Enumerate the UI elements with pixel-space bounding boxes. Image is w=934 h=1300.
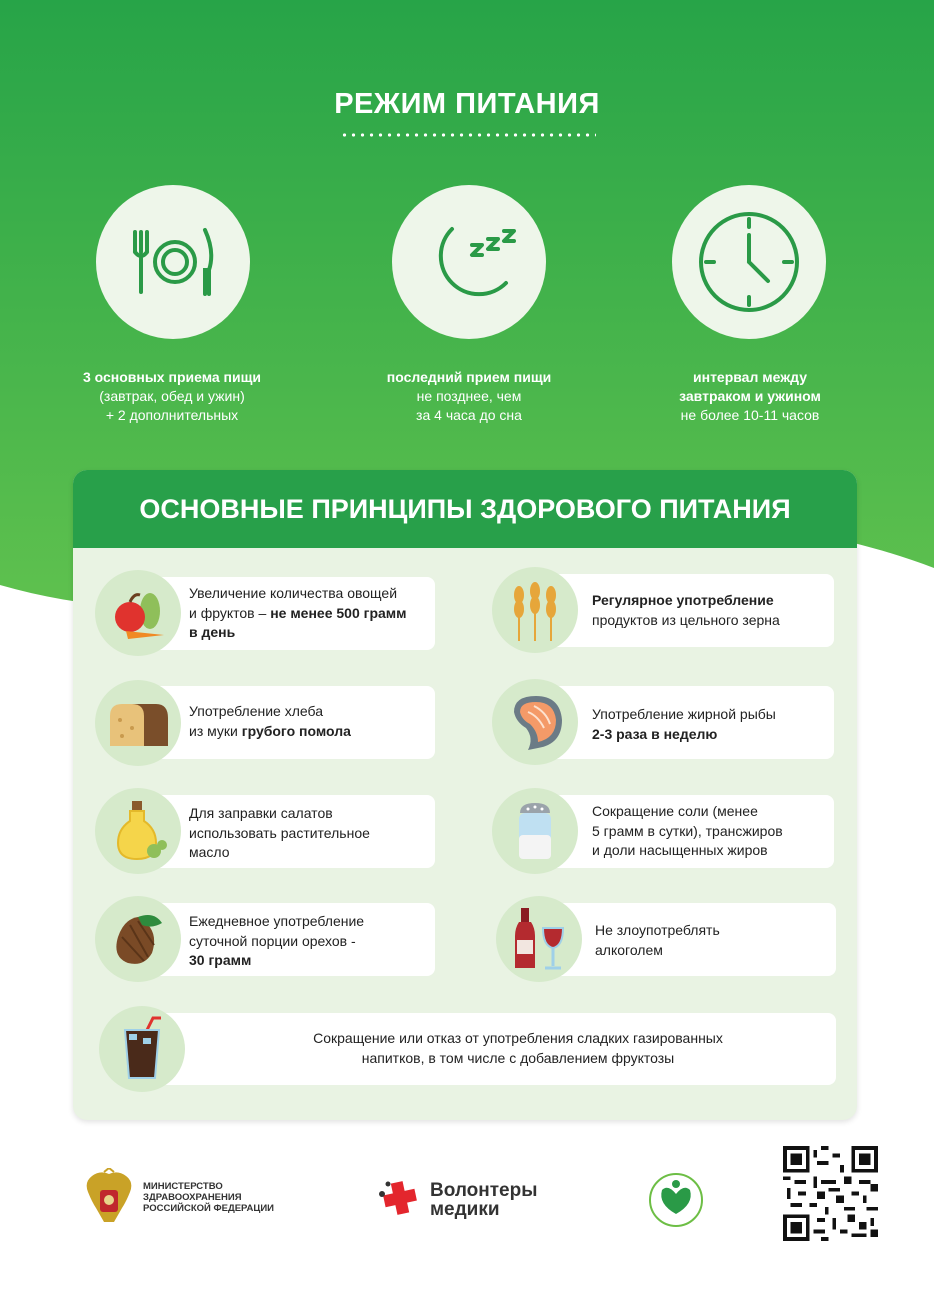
wheat-icon — [492, 567, 578, 653]
volunteers-name: Волонтеры медики — [430, 1180, 538, 1220]
clock-icon — [672, 185, 826, 339]
principle-text-nuts: Ежедневное употребление суточной порции орехов - 30 грамм — [189, 913, 365, 968]
wine-icon — [496, 896, 582, 982]
regime-text-meals: 3 основных приема пищи (завтрак, обед и ужин) + 2 дополнительных — [82, 369, 262, 423]
qr-code — [783, 1146, 878, 1241]
nut-icon — [95, 896, 181, 982]
principle-text-alcohol: Не злоупотреблять алкоголем — [595, 922, 720, 958]
oil-bottle-icon — [95, 788, 181, 874]
principle-text-bread: Употребление хлеба из муки грубого помола — [189, 703, 351, 739]
principle-text-oil: Для заправки салатов использовать растительное масло — [189, 805, 370, 860]
page-title: РЕЖИМ ПИТАНИЯ — [334, 88, 600, 120]
bread-icon — [95, 680, 181, 766]
regime-text-last-meal: последний прием пищи не позднее, чем за 4 часа до сна — [386, 369, 552, 423]
ministry-name: МИНИСТЕРСТВО ЗДРАВООХРАНЕНИЯ РОССИЙСКОЙ ФЕДЕРАЦИИ — [143, 1181, 275, 1214]
regime-text-interval: интервал между завтраком и ужином не более 10-11 часов — [679, 369, 821, 423]
emblem-logo — [82, 1168, 136, 1228]
principle-text-fish: Употребление жирной рыбы 2-3 раза в неделю — [592, 706, 776, 742]
volunteers-logo — [378, 1176, 422, 1220]
fish-steak-icon — [492, 679, 578, 765]
principle-text-salt: Сокращение соли (менее 5 грамм в сутки), трансжиров и доли насыщенных жиров — [592, 803, 783, 858]
soda-glass-icon — [99, 1006, 185, 1092]
principle-text-soda: Сокращение или отказ от употребления сладких газированных напитков, в том числе с добавлением фруктозы — [313, 1030, 723, 1066]
principle-text-vegetables: Увеличение количества овощей и фруктов – не менее 500 грамм в день — [189, 585, 407, 640]
moon-sleep-icon — [392, 185, 546, 339]
principles-title: ОСНОВНЫЕ ПРИНЦИПЫ ЗДОРОВОГО ПИТАНИЯ — [73, 470, 857, 548]
principle-text-wholegrain: Регулярное употребление продуктов из цельного зерна — [592, 592, 780, 628]
salt-shaker-icon — [492, 788, 578, 874]
plate-cutlery-icon — [96, 185, 250, 339]
principles-card — [73, 470, 857, 1120]
fruits-vegetables-icon — [95, 570, 181, 656]
title-divider — [340, 132, 596, 138]
preventive-medicine-center-logo — [636, 1160, 716, 1240]
